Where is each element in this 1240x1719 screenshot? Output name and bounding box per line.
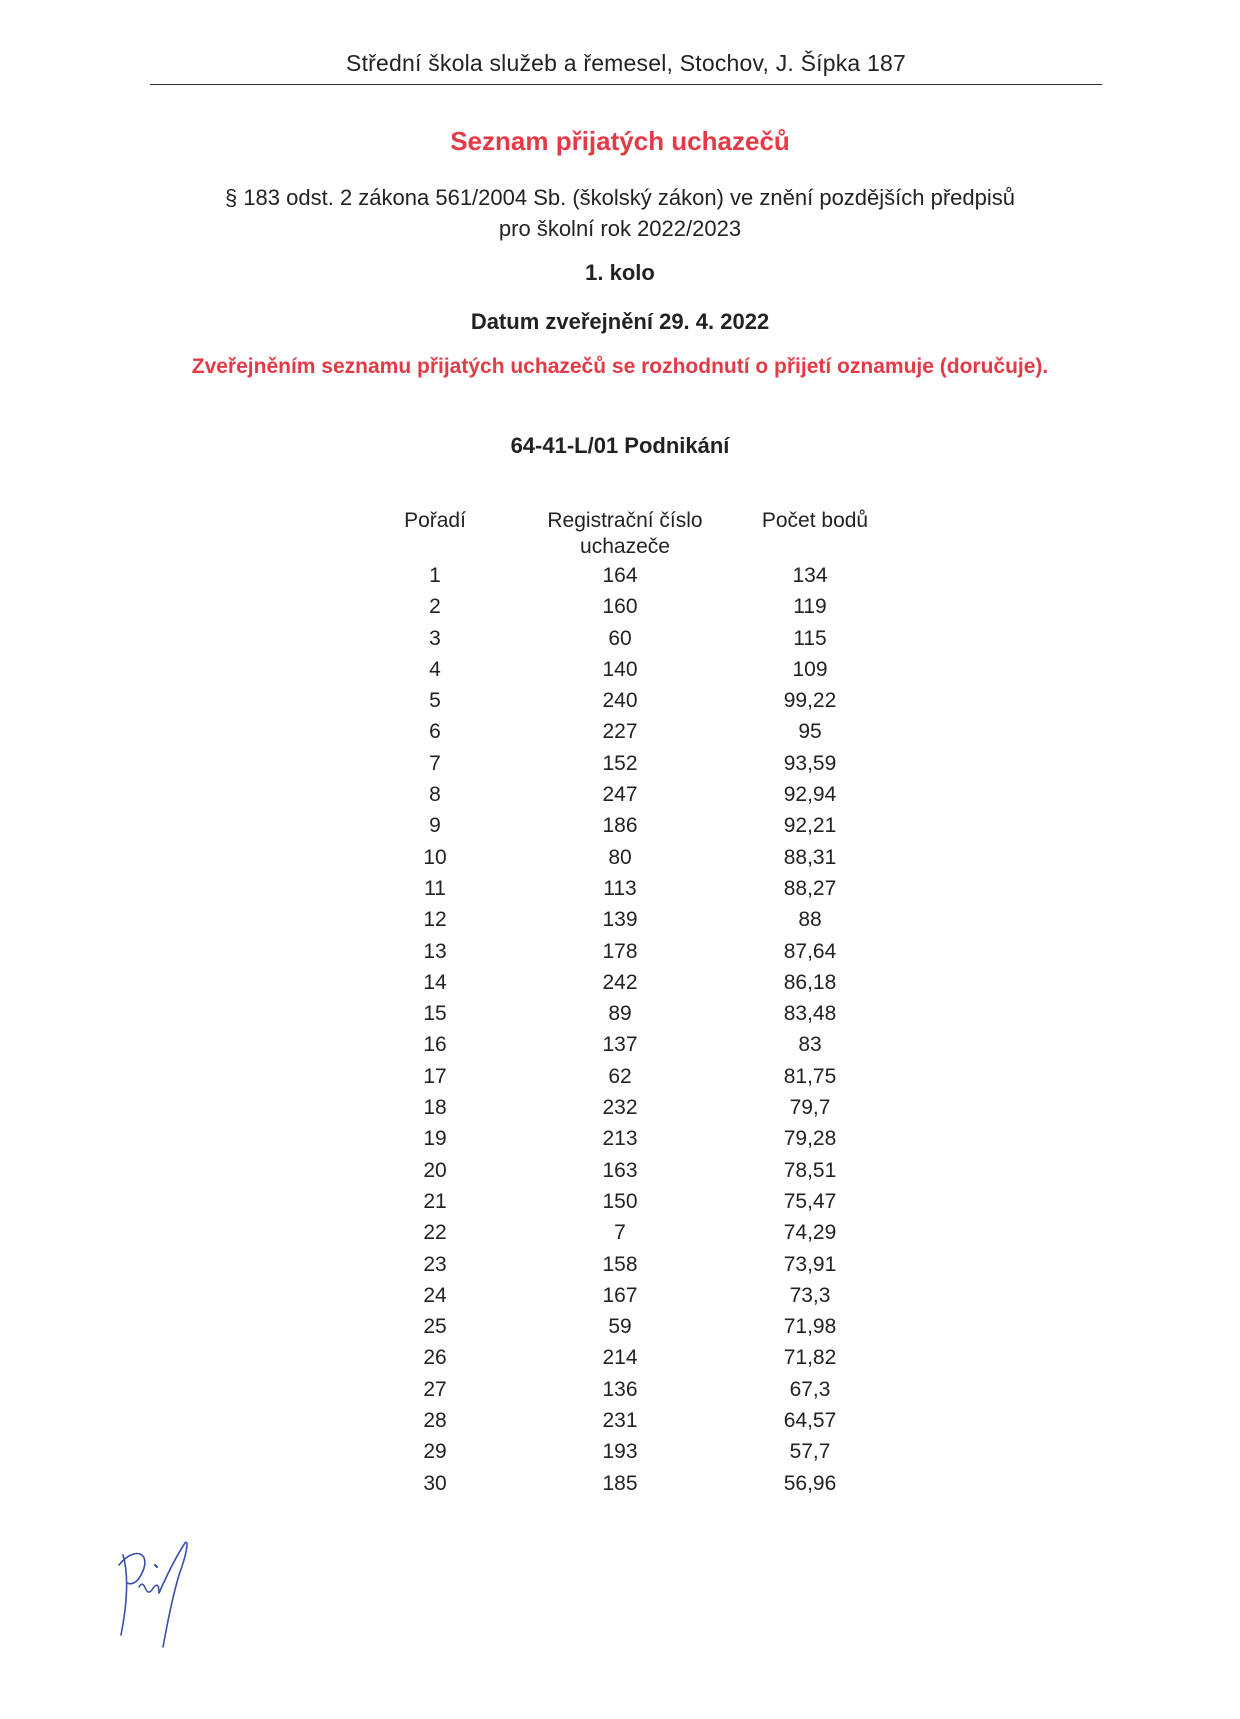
table-row (0, 904, 1240, 935)
points-cell: 134 (792, 564, 828, 587)
table-row (0, 1029, 1240, 1060)
points-cell: 73,3 (789, 1283, 831, 1307)
rank-cell: 2 (429, 595, 441, 619)
rank-cell: 24 (423, 1283, 447, 1307)
rank-cell: 11 (424, 876, 446, 900)
registration-number-cell: 62 (608, 1064, 632, 1088)
publication-date: Datum zveřejnění 29. 4. 2022 (470, 309, 770, 334)
table-row (0, 1186, 1240, 1217)
table-row (0, 998, 1240, 1029)
points-cell: 109 (792, 657, 828, 681)
registration-number-cell: 60 (608, 626, 632, 650)
points-cell: 71,82 (783, 1346, 837, 1370)
rank-cell: 21 (423, 1189, 447, 1213)
registration-number-cell: 89 (608, 1002, 632, 1026)
points-cell: 79,28 (783, 1127, 837, 1151)
rank-cell: 1 (429, 564, 441, 587)
column-header-rank-label: Pořadí (404, 509, 466, 532)
table-row (0, 936, 1240, 967)
registration-number-cell: 150 (602, 1189, 638, 1213)
table-row (0, 1311, 1240, 1342)
law-reference-line-1: § 183 odst. 2 zákona 561/2004 Sb. (školský zákon) ve znění pozdějších předpisů (224, 185, 1016, 210)
points-cell: 87,64 (783, 939, 837, 963)
registration-number-cell: 113 (603, 876, 637, 900)
rank-cell: 29 (423, 1440, 447, 1464)
table-row (0, 842, 1240, 873)
rank-cell: 25 (423, 1315, 447, 1339)
points-cell: 92,21 (783, 814, 837, 838)
registration-number-cell: 242 (602, 970, 638, 994)
handwritten-signature (115, 1535, 215, 1655)
points-cell: 88,31 (783, 845, 837, 869)
points-cell: 64,57 (783, 1409, 837, 1433)
registration-number-cell: 139 (602, 908, 638, 932)
table-row (0, 1280, 1240, 1311)
table-row (0, 560, 1240, 591)
points-cell: 75,47 (783, 1189, 837, 1213)
column-header-points (735, 508, 895, 534)
rank-cell: 17 (423, 1064, 447, 1088)
rank-cell: 26 (423, 1346, 447, 1370)
table-row (0, 623, 1240, 654)
admission-round: 1. kolo (585, 260, 655, 285)
rank-cell: 4 (429, 657, 441, 681)
table-row (0, 1061, 1240, 1092)
points-cell: 119 (793, 595, 827, 619)
registration-number-cell: 231 (602, 1409, 638, 1433)
rank-cell: 12 (423, 908, 447, 932)
points-cell: 92,94 (783, 783, 837, 807)
table-row (0, 810, 1240, 841)
study-program: 64-41-L/01 Podnikání (510, 433, 730, 458)
table-row (0, 591, 1240, 622)
column-header-rank (380, 508, 490, 534)
rank-cell: 16 (423, 1033, 447, 1057)
points-cell: 56,96 (783, 1471, 837, 1495)
points-cell: 99,22 (783, 689, 837, 713)
rank-cell: 18 (423, 1096, 447, 1120)
points-cell: 79,7 (789, 1096, 831, 1120)
points-cell: 81,75 (783, 1064, 837, 1088)
column-header-points-label: Počet bodů (761, 509, 869, 532)
table-row (0, 779, 1240, 810)
points-cell: 71,98 (783, 1315, 837, 1339)
rank-cell: 23 (423, 1252, 447, 1276)
registration-number-cell: 59 (608, 1315, 632, 1339)
registration-number-cell: 185 (602, 1471, 638, 1495)
table-row (0, 1123, 1240, 1154)
points-cell: 67,3 (789, 1377, 831, 1401)
legal-notice: Zveřejněním seznamu přijatých uchazečů se rozhodnutí o přijetí oznamuje (doručuje). (191, 355, 1049, 378)
points-cell: 83,48 (783, 1002, 837, 1026)
rank-cell: 6 (429, 720, 441, 744)
table-row (0, 1092, 1240, 1123)
registration-number-cell: 137 (602, 1033, 638, 1057)
registration-number-cell: 160 (602, 595, 638, 619)
law-reference (0, 182, 1240, 244)
rank-cell: 3 (429, 626, 441, 650)
points-cell: 88 (798, 908, 822, 932)
registration-number-cell: 232 (602, 1096, 638, 1120)
registration-number-cell: 158 (602, 1252, 638, 1276)
table-row (0, 1374, 1240, 1405)
points-cell: 83 (798, 1033, 822, 1057)
table-row (0, 1468, 1240, 1499)
registration-number-cell: 164 (602, 564, 638, 587)
header-divider (150, 84, 1102, 85)
registration-number-cell: 152 (602, 751, 638, 775)
rank-cell: 22 (423, 1221, 447, 1245)
registration-number-cell: 167 (602, 1283, 638, 1307)
table-row (0, 1436, 1240, 1467)
table-row (0, 967, 1240, 998)
table-row (0, 1405, 1240, 1436)
rank-cell: 13 (423, 939, 447, 963)
rank-cell: 14 (423, 970, 447, 994)
registration-number-cell: 136 (602, 1377, 638, 1401)
column-header-registration-line-2: uchazeče (580, 535, 670, 558)
rank-cell: 8 (429, 783, 441, 807)
points-cell: 73,91 (783, 1252, 837, 1276)
law-reference-line-2: pro školní rok 2022/2023 (498, 216, 742, 241)
registration-number-cell: 186 (602, 814, 638, 838)
rank-cell: 27 (423, 1377, 447, 1401)
rank-cell: 5 (429, 689, 441, 713)
points-cell: 57,7 (789, 1440, 831, 1464)
column-header-registration (520, 508, 730, 560)
column-header-registration-line-1: Registrační číslo (547, 509, 703, 532)
registration-number-cell: 193 (602, 1440, 638, 1464)
registration-number-cell: 247 (602, 783, 638, 807)
registration-number-cell: 163 (602, 1158, 638, 1182)
points-cell: 86,18 (783, 970, 837, 994)
rank-cell: 19 (423, 1127, 447, 1151)
points-cell: 115 (793, 626, 827, 650)
table-row (0, 1342, 1240, 1373)
table-row (0, 873, 1240, 904)
registration-number-cell: 213 (602, 1127, 638, 1151)
table-row (0, 1155, 1240, 1186)
registration-number-cell: 80 (608, 845, 632, 869)
document-title: Seznam přijatých uchazečů (450, 126, 790, 156)
applicant-table (0, 560, 1240, 1499)
table-row (0, 716, 1240, 747)
table-row (0, 654, 1240, 685)
rank-cell: 10 (423, 845, 447, 869)
rank-cell: 30 (423, 1471, 447, 1495)
points-cell: 95 (798, 720, 822, 744)
registration-number-cell: 214 (602, 1346, 638, 1370)
table-row (0, 685, 1240, 716)
rank-cell: 20 (423, 1158, 447, 1182)
registration-number-cell: 7 (614, 1221, 626, 1245)
points-cell: 74,29 (783, 1221, 837, 1245)
rank-cell: 15 (423, 1002, 447, 1026)
points-cell: 78,51 (783, 1158, 837, 1182)
registration-number-cell: 140 (602, 657, 638, 681)
rank-cell: 28 (423, 1409, 447, 1433)
registration-number-cell: 178 (602, 939, 638, 963)
points-cell: 93,59 (783, 751, 837, 775)
table-row (0, 748, 1240, 779)
table-row (0, 1249, 1240, 1280)
points-cell: 88,27 (783, 876, 837, 900)
school-header: Střední škola služeb a řemesel, Stochov, J. Šípka 187 (346, 50, 906, 76)
table-row (0, 1217, 1240, 1248)
registration-number-cell: 227 (602, 720, 638, 744)
rank-cell: 9 (429, 814, 441, 838)
registration-number-cell: 240 (602, 689, 638, 713)
rank-cell: 7 (429, 751, 441, 775)
